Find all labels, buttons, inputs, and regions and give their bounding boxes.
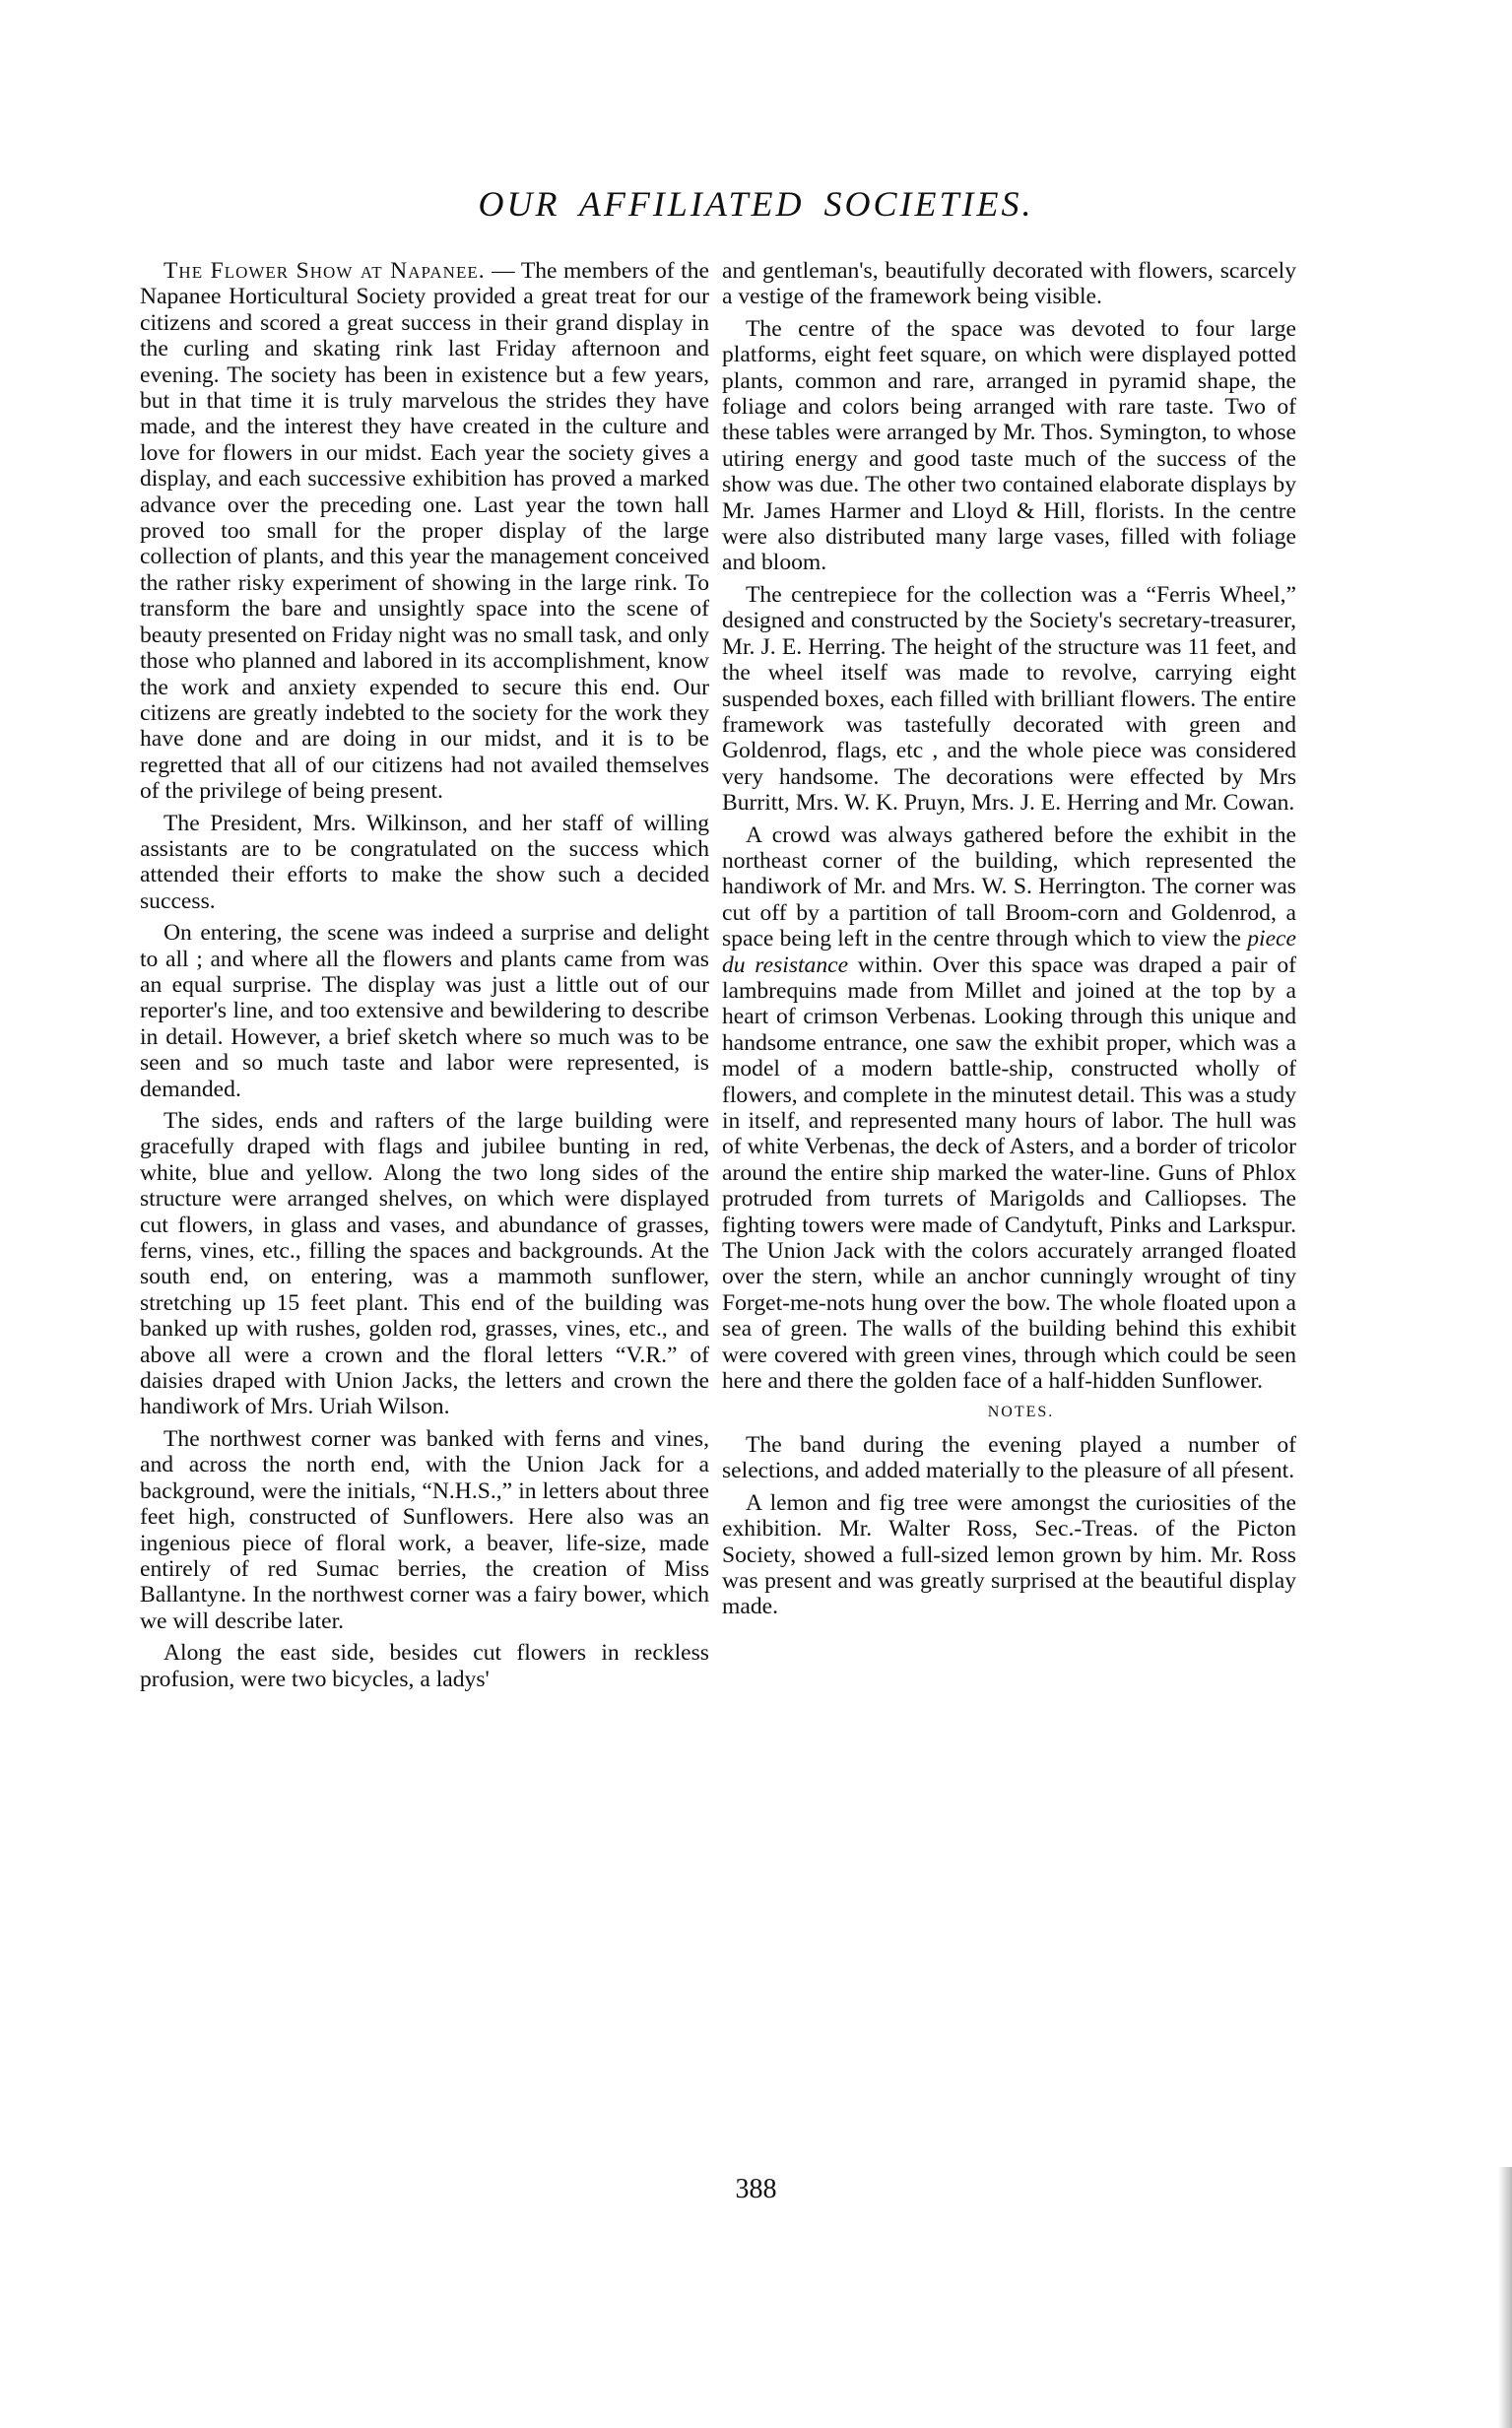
article-paragraph-2: The President, Mrs. Wilkinson, and her staff of willing assistants are to be congratulated on the success which attended their efforts to make the show such a decided success. [140,810,709,914]
right-column [722,258,1296,1626]
paragraph-text: within. Over this space was draped a pair of lambrequins made from Millet and joined at the top by a heart of crimson Verbenas. Looking through this unique and handsome entrance, one saw the exhibit proper, which was a model of a modern battle-ship, constructed wholly of flowers, and complete in the minutest detail. This was a study in itself, and represented many hours of labor. The hull was of white Verbenas, the deck of Asters, and a border of tricolor around the entire ship marked the water-line. Guns of Phlox protruded from turrets of Marigolds and Calliopses. The fighting towers were made of Candytuft, Pinks and Larkspur. The Union Jack with the colors accurately arranged floated over the stern, while an anchor cunningly wrought of tiny Forget-me-nots hung over the bow. The whole floated upon a sea of green. The walls of the building behind this exhibit were covered with green vines, through which could be seen here and there the golden face of a half-hidden Sunflower. [722,952,1296,1395]
article-paragraph-6: Along the east side, besides cut flowers in reckless profusion, were two bicycles, a ladys' [140,1640,709,1692]
page-number: 388 [735,2174,777,2204]
italic-phrase: piece du resistance [722,926,1296,978]
notes-paragraph-2: A lemon and fig tree were amongst the curiosities of the exhibition. Mr. Walter Ross, Sec.-Treas. of the Picton Society, showed a full-sized lemon grown by him. Mr. Ross was present and was greatly surprised at the beautiful display made. [722,1489,1296,1620]
left-column [140,258,709,1698]
article-paragraph-1 [140,258,709,805]
notes-heading: NOTES. [987,1404,1055,1421]
page-edge-shadow [1498,2167,1512,2428]
heading-dash: — [485,258,521,284]
article-paragraph-9 [722,822,1296,1395]
article-paragraph-5: The northwest corner was banked with ferns and vines, and across the north end, with the Union Jack for a background, were the initials, “N.H.S.,” in letters about three feet high, constructed of Sunflowers. Here also was an ingenious piece of floral work, a beaver, life-size, made entirely of red Sumac berries, the creation of Miss Ballantyne. In the northwest corner was a fairy bower, which we will describe later. [140,1425,709,1634]
article-paragraph-7: The centre of the space was devoted to four large platforms, eight feet square, on which were displayed potted plants, common and rare, arranged in pyramid shape, the foliage and colors being arranged with rare taste. Two of these tables were arranged by Mr. Thos. Symington, to whose utiring energy and good taste much of the success of the show was due. The other two contained elaborate displays by Mr. James Harmer and Lloyd & Hill, florists. In the centre were also distributed many large vases, filled with foliage and bloom. [722,315,1296,576]
paragraph-text: A crowd was always gathered before the exhibit in the northeast corner of the building, which represented the handiwork of Mr. and Mrs. W. S. Herrington. The corner was cut off by a partition of tall Broom-corn and Goldenrod, a space being left in the centre through which to view the [722,821,1296,952]
article-paragraph-3: On entering, the scene was indeed a surprise and delight to all ; and where all the flowers and plants came from was an equal surprise. The display was just a little out of our reporter's line, and too extensive and bewildering to describe in detail. However, a brief sketch where so much was to be seen and so much taste and labor were represented, is demanded. [140,920,709,1102]
article-paragraph-4: The sides, ends and rafters of the large building were gracefully draped with flags and jubilee bunting in red, white, blue and yellow. Along the two long sides of the structure were arranged shelves, on which were displayed cut flowers, in glass and vases, and abundance of grasses, ferns, vines, etc., filling the spaces and backgrounds. At the south end, on entering, was a mammoth sunflower, stretching up 15 feet plant. This end of the building was banked up with rushes, golden rod, grasses, vines, etc., and above all were a crown and the floral letters “V.R.” of daisies draped with Union Jacks, the letters and crown the handiwork of Mrs. Uriah Wilson. [140,1108,709,1420]
article-paragraph-8: The centrepiece for the collection was a “Ferris Wheel,” designed and constructed by the Society's secretary-treasurer, Mr. J. E. Herring. The height of the structure was 11 feet, and the wheel itself was made to revolve, carrying eight suspended boxes, each filled with brilliant flowers. The entire framework was tastefully decorated with green and Goldenrod, flags, etc , and the whole piece was considered very handsome. The decorations were effected by Mrs Burritt, Mrs. W. K. Pruyn, Mrs. J. E. Herring and Mr. Cowan. [722,581,1296,817]
paragraph-text: The members of the Napanee Horticultural Society provided a great treat for our citizens and scored a great success in their grand display in the curling and skating rink last Friday afternoon and evening. The society has been in existence but a few years, but in that time it is truly marvelous the strides they have made, and the interest they have created in the culture and love for flowers in our midst. Each year the society gives a display, and each successive exhibition has proved a marked advance over the preceding one. Last year the town hall proved too small for the proper display of the large collection of plants, and this year the management conceived the rather risky experiment of showing in the large rink. To transform the bare and unsightly space into the scene of beauty presented on Friday night was no small task, and only those who planned and labored in its accomplishment, know the work and anxiety expended to secure this end. Our citizens are greatly indebted to the society for the work they have done and are doing in our midst, and it is to be regretted that all of our citizens had not availed themselves of the privilege of being present. [140,258,709,805]
page-title: OUR AFFILIATED SOCIETIES. [478,184,1034,224]
notes-paragraph-1: The band during the evening played a number of selections, and added materially to the pleasure of all pŕesent. [722,1431,1296,1484]
article-paragraph-continued: and gentleman's, beautifully decorated with flowers, scarcely a vestige of the framework being visible. [722,258,1296,310]
article-heading: The Flower Show at Napanee. [164,258,486,284]
